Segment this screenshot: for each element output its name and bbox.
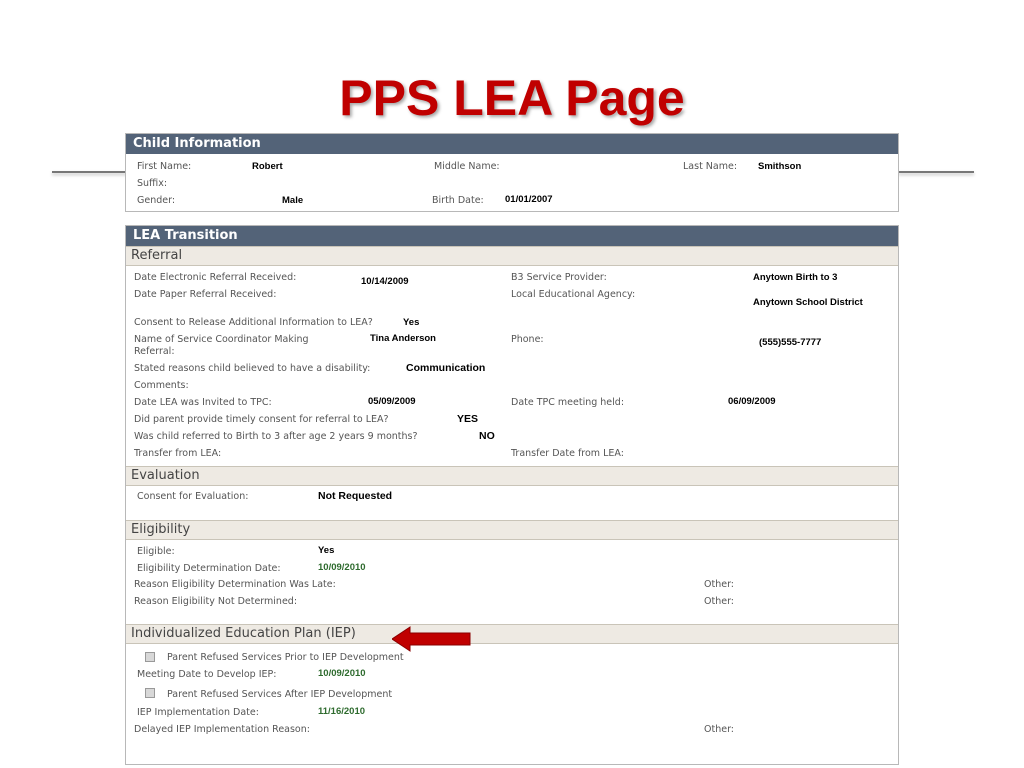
service-coordinator-value[interactable]: Tina Anderson [370,333,436,344]
referred-after-age-value[interactable]: NO [479,430,495,442]
transfer-date-label: Transfer Date from LEA: [511,448,624,459]
delayed-implementation-label: Delayed IEP Implementation Reason: [134,724,310,735]
tpc-held-value[interactable]: 06/09/2009 [728,396,776,407]
delayed-implementation-other-label: Other: [704,724,735,735]
electronic-referral-label: Date Electronic Referral Received: [134,272,297,283]
refused-prior-checkbox[interactable] [145,652,155,662]
b3-provider-label: B3 Service Provider: [511,272,607,283]
implementation-date-label: IEP Implementation Date: [137,707,259,718]
lea-invited-label: Date LEA was Invited to TPC: [134,397,272,408]
electronic-referral-value[interactable]: 10/14/2009 [361,276,409,287]
timely-consent-value[interactable]: YES [457,413,479,425]
iep-section [126,644,898,754]
tpc-held-label: Date TPC meeting held: [511,397,625,408]
referred-after-age-label: Was child referred to Birth to 3 after age 2 years 9 months? [134,431,418,442]
slide-title: PPS LEA Page [339,70,685,126]
lea-agency-label: Local Educational Agency: [511,289,636,300]
refused-after-label: Parent Refused Services After IEP Development [167,689,393,700]
meeting-date-value[interactable]: 10/09/2010 [318,668,366,679]
eligible-value[interactable]: Yes [318,545,335,556]
eligible-label: Eligible: [137,546,175,557]
implementation-date-value[interactable]: 11/16/2010 [318,706,366,717]
birth-date-value[interactable]: 01/01/2007 [505,194,553,205]
consent-release-label: Consent to Release Additional Information to LEA? [134,317,373,328]
comments-label: Comments: [134,380,189,391]
phone-label: Phone: [511,334,544,345]
suffix-label: Suffix: [137,178,168,189]
gender-value[interactable]: Male [282,195,304,206]
gender-label: Gender: [137,195,176,206]
refused-prior-label: Parent Refused Services Prior to IEP Development [167,652,404,663]
timely-consent-label: Did parent provide timely consent for referral to LEA? [134,414,389,425]
evaluation-section [126,486,898,520]
decorative-rule-right [898,171,974,173]
eligibility-section-header: Eligibility [126,520,898,540]
birth-date-label: Birth Date: [432,195,484,206]
transfer-from-lea-label: Transfer from LEA: [134,448,222,459]
referral-section-header: Referral [126,246,898,266]
eligibility-section [126,540,898,624]
eligibility-determination-date-value[interactable]: 10/09/2010 [318,562,366,573]
last-name-value[interactable]: Smithson [758,161,802,172]
decorative-rule-left [52,171,128,173]
red-arrow-icon [392,626,472,652]
disability-reasons-value[interactable]: Communication [406,362,486,374]
meeting-date-label: Meeting Date to Develop IEP: [137,669,277,680]
lea-transition-panel [125,225,899,765]
evaluation-consent-value[interactable]: Not Requested [318,490,393,502]
determination-late-label: Reason Eligibility Determination Was Late: [134,579,336,590]
iep-section-header: Individualized Education Plan (IEP) [126,624,898,644]
not-determined-other-label: Other: [704,596,735,607]
disability-reasons-label: Stated reasons child believed to have a disability: [134,363,371,374]
middle-name-label: Middle Name: [434,161,500,172]
child-information-panel [125,133,899,212]
paper-referral-label: Date Paper Referral Received: [134,289,277,300]
service-coordinator-label: Name of Service Coordinator Making [134,334,309,345]
eligibility-determination-date-label: Eligibility Determination Date: [137,563,281,574]
last-name-label: Last Name: [683,161,738,172]
evaluation-section-header: Evaluation [126,466,898,486]
referral-section [126,266,898,466]
determination-late-other-label: Other: [704,579,735,590]
evaluation-consent-label: Consent for Evaluation: [137,491,249,502]
refused-after-checkbox[interactable] [145,688,155,698]
service-coordinator-label-2: Referral: [134,346,175,357]
b3-provider-value[interactable]: Anytown Birth to 3 [753,272,838,283]
child-information-header: Child Information [126,134,898,154]
phone-value[interactable]: (555)555-7777 [759,337,822,348]
first-name-label: First Name: [137,161,192,172]
lea-transition-header: LEA Transition [126,226,898,246]
lea-agency-value[interactable]: Anytown School District [753,297,863,308]
lea-invited-value[interactable]: 05/09/2009 [368,396,416,407]
consent-release-value[interactable]: Yes [403,317,420,328]
first-name-value[interactable]: Robert [252,161,283,172]
not-determined-label: Reason Eligibility Not Determined: [134,596,298,607]
